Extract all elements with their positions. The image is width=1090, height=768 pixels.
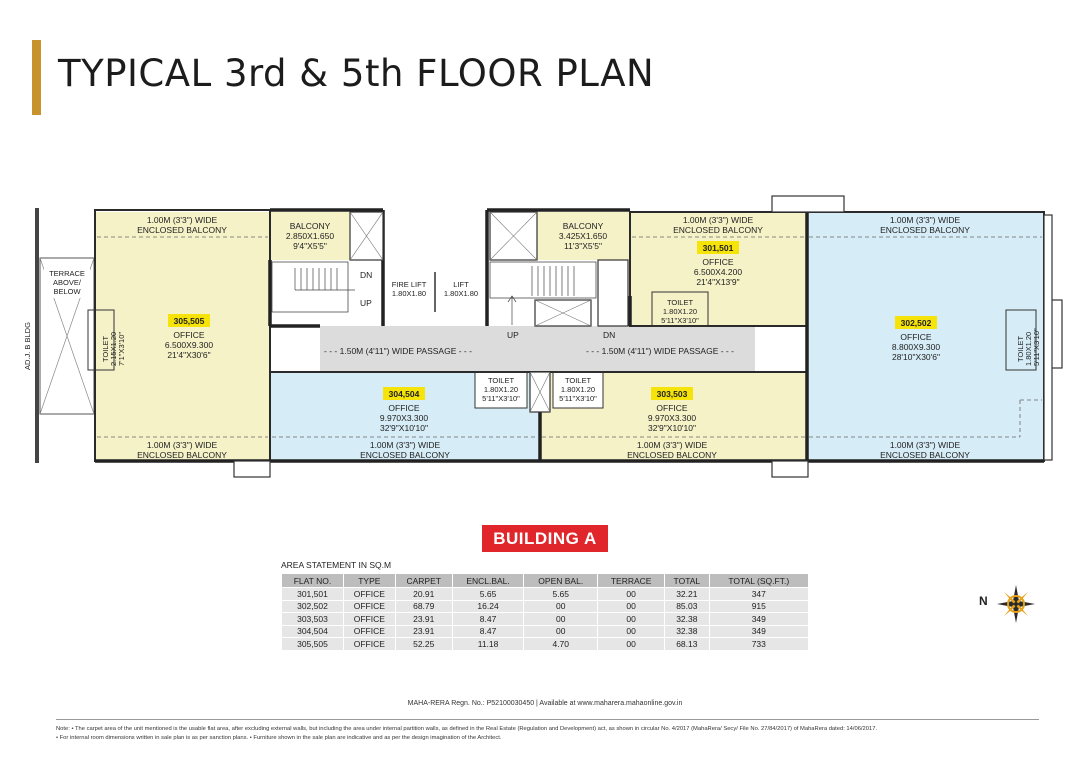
table-cell: OFFICE [343, 600, 395, 613]
balcony-right-dim-ft: 11'3"X5'5" [564, 241, 602, 251]
toilet-304-dim-ft: 5'11"X3'10" [482, 394, 520, 403]
balcony-left-label: BALCONY [289, 221, 331, 231]
table-cell: 915 [709, 600, 808, 613]
unit-304-no: 304,504 [388, 389, 420, 399]
unit-305-type: OFFICE [173, 330, 205, 340]
table-cell: 5.65 [452, 588, 524, 601]
passage-label-right: - - - 1.50M (4'11") WIDE PASSAGE - - - [586, 346, 734, 356]
table-cell: 23.91 [395, 625, 452, 638]
table-cell: OFFICE [343, 625, 395, 638]
unit-303-dim: 9.970X3.300 [647, 413, 697, 423]
encl-bal-302-top-2: ENCLOSED BALCONY [880, 225, 970, 235]
balcony-right-label: BALCONY [562, 221, 604, 231]
toilet-301-dim: 1.80X1.20 [662, 307, 698, 316]
lift-dim: 1.80X1.80 [443, 289, 479, 298]
table-cell: 733 [709, 638, 808, 651]
table-cell: 00 [524, 613, 598, 626]
note-line-2: • For internal room dimensions written in sale plan is as per sanction plans. • Furniture shown in the sale plan are indicative and as per the design imagination of the Architect. [56, 735, 502, 741]
table-row [282, 588, 809, 601]
encl-bal-302-bot-1: 1.00M (3'3") WIDE [889, 440, 961, 450]
table-cell: 00 [598, 638, 665, 651]
page-title: TYPICAL 3rd & 5th FLOOR PLAN [58, 52, 655, 95]
disclaimer-note [56, 725, 1056, 743]
unit-301-no: 301,501 [702, 243, 734, 253]
table-cell: 8.47 [452, 625, 524, 638]
compass-rose-icon [978, 583, 1038, 627]
toilet-right-dim: 1.80X1.20 [1024, 331, 1033, 366]
table-cell: 00 [598, 613, 665, 626]
unit-305-dim-ft: 21'4"X30'6" [167, 350, 211, 360]
table-cell: 85.03 [665, 600, 709, 613]
toilet-303-dim: 1.80X1.20 [560, 385, 596, 394]
adj-bldg-label: AD.J. B BLDG [23, 322, 32, 370]
fire-lift-label: FIRE LIFT [391, 280, 427, 289]
note-line-1: Note: • The carpet area of the unit mentioned is the usable flat area, after excluding external walls, but including the area under internal partition walls, as defined in the Real Estate (Regulation and Development) act, as shown in circular No. 4/2017 (MahaRera/ Secy/ File No. 27/84/2017) of MahaRera dated: 14/06/2017. [56, 726, 878, 732]
col-header: ENCL.BAL. [452, 574, 524, 588]
unit-301-dim-ft: 21'4"X13'9" [696, 277, 740, 287]
unit-302-dim-ft: 28'10"X30'6" [891, 352, 941, 362]
stair-right-up: UP [507, 330, 519, 340]
table-cell: 00 [598, 600, 665, 613]
table-cell: 305,505 [282, 638, 344, 651]
terrace-label-3: BELOW [53, 287, 81, 296]
unit-303-type: OFFICE [656, 403, 688, 413]
area-statement-title: AREA STATEMENT IN SQ.M [281, 560, 392, 570]
encl-bal-301-top-1: 1.00M (3'3") WIDE [682, 215, 754, 225]
passage-label-left: - - - 1.50M (4'11") WIDE PASSAGE - - - [324, 346, 472, 356]
unit-304-dim: 9.970X3.300 [379, 413, 429, 423]
col-header: TOTAL (SQ.FT.) [709, 574, 808, 588]
table-cell: 00 [598, 588, 665, 601]
table-cell: 349 [709, 613, 808, 626]
table-cell: 00 [524, 600, 598, 613]
toilet-304-dim: 1.80X1.20 [483, 385, 519, 394]
fire-lift-dim: 1.80X1.80 [391, 289, 427, 298]
rera-registration: MAHA-RERA Regn. No.: P52100030450 | Available at www.maharera.mahaonline.gov.in [407, 700, 683, 707]
table-cell: 00 [524, 625, 598, 638]
encl-bal-305-top-1: 1.00M (3'3") WIDE [146, 215, 218, 225]
unit-303-no: 303,503 [656, 389, 688, 399]
building-label: BUILDING A [482, 525, 608, 552]
encl-bal-305-bot-1: 1.00M (3'3") WIDE [146, 440, 218, 450]
toilet-304-label: TOILET [487, 376, 515, 385]
unit-304-type: OFFICE [388, 403, 420, 413]
footer-divider [56, 719, 1039, 720]
col-header: FLAT NO. [282, 574, 344, 588]
table-cell: 349 [709, 625, 808, 638]
encl-bal-303-bot-2: ENCLOSED BALCONY [627, 450, 717, 460]
encl-bal-303-bot-1: 1.00M (3'3") WIDE [636, 440, 708, 450]
toilet-301-dim-ft: 5'11"X3'10" [661, 316, 699, 325]
toilet-left-label: TOILET [101, 335, 110, 362]
table-cell: 304,504 [282, 625, 344, 638]
unit-302-no: 302,502 [900, 318, 932, 328]
unit-301-type: OFFICE [702, 257, 734, 267]
adj-bldg-wall [35, 208, 39, 463]
table-cell: 32.38 [665, 613, 709, 626]
compass-north-label: N [979, 594, 988, 608]
table-cell: 68.79 [395, 600, 452, 613]
table-cell: 4.70 [524, 638, 598, 651]
col-header: OPEN BAL. [524, 574, 598, 588]
encl-bal-301-top-2: ENCLOSED BALCONY [673, 225, 763, 235]
table-cell: 8.47 [452, 613, 524, 626]
unit-303-dim-ft: 32'9"X10'10" [647, 423, 697, 433]
table-cell: 5.65 [524, 588, 598, 601]
stair-right-dn: DN [603, 330, 616, 340]
table-cell: 347 [709, 588, 808, 601]
unit-305-no: 305,505 [173, 316, 205, 326]
col-header: CARPET [395, 574, 452, 588]
unit-302-type: OFFICE [900, 332, 932, 342]
balcony-right-dim: 3.425X1.650 [558, 231, 608, 241]
encl-bal-305-bot-2: ENCLOSED BALCONY [137, 450, 227, 460]
table-cell: 20.91 [395, 588, 452, 601]
unit-301-dim: 6.500X4.200 [693, 267, 743, 277]
encl-bal-302-top-1: 1.00M (3'3") WIDE [889, 215, 961, 225]
unit-304-dim-ft: 32'9"X10'10" [379, 423, 429, 433]
encl-bal-302-bot-2: ENCLOSED BALCONY [880, 450, 970, 460]
table-cell: 32.38 [665, 625, 709, 638]
area-statement-table [281, 573, 809, 651]
table-cell: 23.91 [395, 613, 452, 626]
table-cell: 303,503 [282, 613, 344, 626]
table-cell: 302,502 [282, 600, 344, 613]
table-cell: 00 [598, 625, 665, 638]
balcony-left-dim-ft: 9'4"X5'5" [293, 241, 327, 251]
col-header: TOTAL [665, 574, 709, 588]
toilet-left-dim-ft: 7'1"X3'10" [117, 331, 126, 366]
table-row [282, 625, 809, 638]
lift-label: LIFT [453, 280, 469, 289]
table-cell: 16.24 [452, 600, 524, 613]
toilet-right-label: TOILET [1016, 335, 1025, 362]
table-cell: OFFICE [343, 638, 395, 651]
table-cell: 11.18 [452, 638, 524, 651]
terrace-label-2: ABOVE/ [53, 278, 81, 287]
toilet-right-dim-ft: 5'11"X3'10" [1032, 328, 1041, 366]
table-cell: 52.25 [395, 638, 452, 651]
toilet-301-label: TOILET [666, 298, 694, 307]
balcony-left-dim: 2.850X1.650 [285, 231, 335, 241]
encl-bal-305-top-2: ENCLOSED BALCONY [137, 225, 227, 235]
col-header: TERRACE [598, 574, 665, 588]
stair-left-dn: DN [360, 270, 373, 280]
table-cell: 68.13 [665, 638, 709, 651]
table-row [282, 600, 809, 613]
table-header-row [282, 574, 809, 588]
table-cell: OFFICE [343, 588, 395, 601]
encl-bal-304-bot-2: ENCLOSED BALCONY [360, 450, 450, 460]
unit-305-dim: 6.500X9.300 [164, 340, 214, 350]
toilet-303-dim-ft: 5'11"X3'10" [559, 394, 597, 403]
table-cell: OFFICE [343, 613, 395, 626]
toilet-303-label: TOILET [564, 376, 592, 385]
table-row [282, 613, 809, 626]
encl-bal-304-bot-1: 1.00M (3'3") WIDE [369, 440, 441, 450]
unit-302-dim: 8.800X9.300 [891, 342, 941, 352]
stair-left-up: UP [360, 298, 372, 308]
table-row [282, 638, 809, 651]
table-cell: 32.21 [665, 588, 709, 601]
table-cell: 301,501 [282, 588, 344, 601]
toilet-left-dim: 2.15X1.20 [109, 331, 118, 366]
col-header: TYPE [343, 574, 395, 588]
terrace-label-1: TERRACE [49, 269, 85, 278]
